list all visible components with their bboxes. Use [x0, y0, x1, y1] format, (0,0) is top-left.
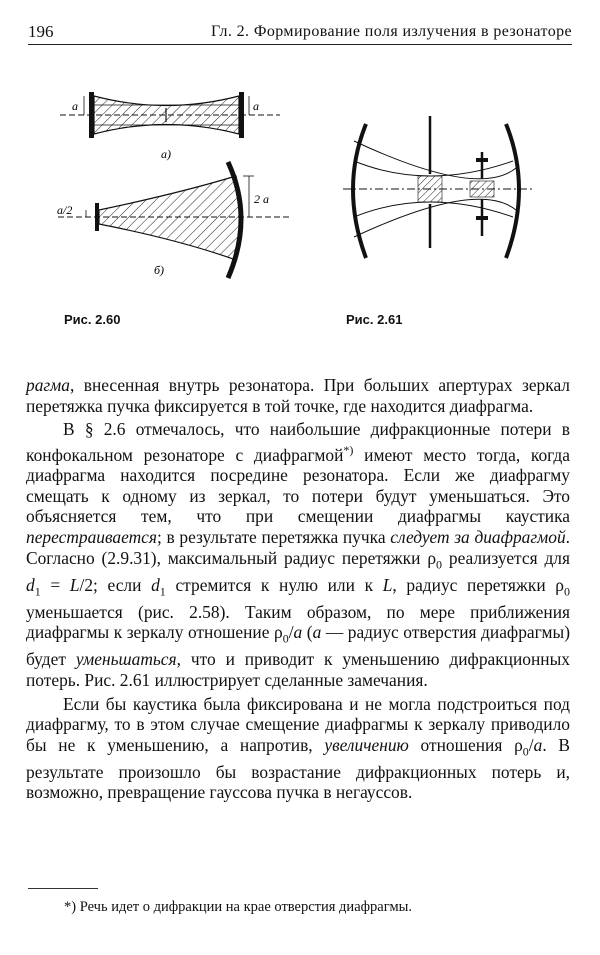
paragraph-3	[26, 694, 570, 803]
body-text	[26, 375, 570, 803]
paragraph-1	[26, 375, 570, 416]
text-run: /	[288, 622, 294, 643]
text-run: , радиус перетяжки ρ	[392, 574, 564, 595]
sub-label-b: б)	[154, 263, 165, 277]
text-run: В § 2.6 отмечалось, что наибольшие дифракционные потери в конфокальном резонаторе с диафрагмой	[26, 419, 570, 465]
text-run: a	[293, 622, 303, 643]
text-run: увеличению	[324, 734, 409, 755]
text-run: . В результате произошло бы возрастание дифракционных потерь и, возможно, превращение гауссова пучка в негауссов.	[26, 734, 570, 803]
label-a-half: a/2	[57, 203, 73, 217]
text-run: отношения ρ	[408, 734, 523, 755]
footnote-rule	[28, 888, 98, 889]
text-run: L	[69, 574, 80, 595]
text-run: ; в результате перетяжка пучка	[156, 526, 391, 547]
text-run: 0	[282, 631, 289, 646]
text-run: , что и приводит к уменьшению дифракционных потерь. Рис. 2.61 иллюстрирует сделанные замечания.	[26, 649, 570, 690]
text-run: стремится к нулю или к	[165, 574, 383, 595]
text-run: a	[533, 734, 543, 755]
text-run: рагма	[26, 375, 70, 395]
text-run: (	[302, 622, 313, 643]
text-run: следует за диафрагмой	[390, 526, 566, 547]
text-run: , внесенная внутрь резонатора. При больших апертурах зеркал перетяжка пучка фиксируется в той точке, где находится диафрагма.	[26, 375, 570, 416]
text-run: перестраивается	[26, 526, 157, 547]
diagram-b	[57, 162, 290, 278]
footnote-text: Речь идет о дифракции на крае отверстия диафрагмы.	[79, 899, 413, 915]
text-run: уменьшается (рис. 2.58). Таким образом, по мере приближения диафрагмы к зеркалу отношение ρ	[26, 601, 570, 643]
text-run: =	[40, 574, 70, 595]
label-a-right: a	[253, 99, 259, 113]
text-run: Если бы каустика была фиксирована и не могла подстроиться под диафрагму, то в этом случае смещение диафрагмы к зеркалу приводило бы не к уменьшению, а напротив,	[26, 693, 570, 755]
label-2a: 2 a	[254, 192, 269, 206]
running-title: Гл. 2. Формирование поля излучения в резонаторе	[211, 23, 572, 40]
text-run: a	[312, 622, 322, 643]
caption-fig-2-61: Рис. 2.61	[346, 312, 403, 327]
text-run: 0	[436, 557, 442, 572]
label-a-left: a	[72, 99, 78, 113]
text-run: d	[151, 574, 160, 595]
text-run: L	[382, 574, 393, 595]
text-run: 1	[159, 584, 166, 599]
text-run: /2; если	[79, 574, 152, 595]
diagram-a	[60, 92, 280, 161]
running-header	[28, 22, 572, 45]
text-run: . Согласно (2.9.31), максимальный радиус перетяжки ρ	[26, 526, 571, 568]
caption-fig-2-60: Рис. 2.60	[64, 312, 121, 327]
text-run: /	[528, 734, 534, 755]
text-run: 1	[34, 584, 41, 599]
text-run: имеют место тогда, когда диафрагма находится посредине резонатора. Если же диафрагму смещать к одному из зеркал, то потери будут уменьшаться. Это объясняется тем, что при смещении диафрагмы каустика	[26, 444, 570, 527]
text-run: *)	[343, 442, 354, 457]
footnote-marker: *)	[64, 899, 77, 915]
text-run: — радиус отверстия диафрагмы) будет	[26, 622, 570, 670]
sub-label-a: а)	[161, 147, 171, 161]
paragraph-2	[26, 419, 570, 690]
page-number: 196	[28, 22, 54, 41]
text-run: реализуется для	[442, 547, 570, 568]
text-run: уменьшаться	[75, 649, 177, 670]
text-run: 0	[522, 744, 529, 759]
text-run: 0	[563, 584, 570, 599]
text-run: d	[26, 574, 35, 595]
figure-2-60	[40, 68, 300, 328]
footnote	[64, 899, 412, 916]
figure-2-61	[338, 96, 538, 296]
